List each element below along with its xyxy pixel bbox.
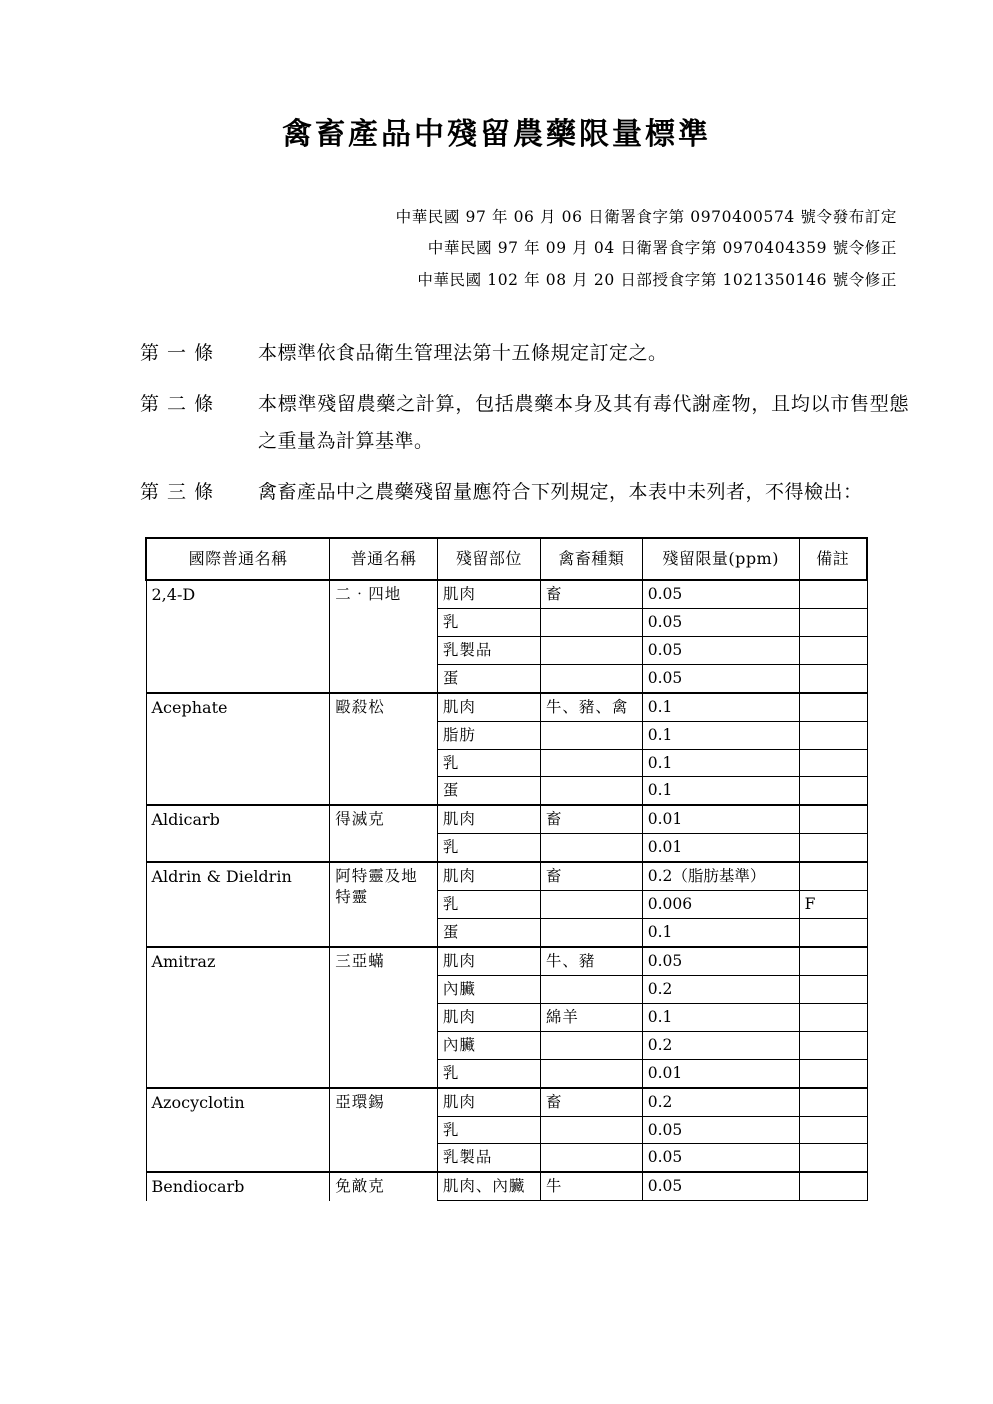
cell-residue-limit: 0.2 bbox=[642, 1031, 799, 1059]
cell-residue-limit: 0.05 bbox=[642, 1172, 799, 1201]
cell-residue-limit: 0.1 bbox=[642, 919, 799, 947]
table-row bbox=[146, 1088, 867, 1116]
cell-residue-part: 肌肉、內臟 bbox=[437, 1172, 540, 1201]
cell-livestock-type: 畜 bbox=[540, 862, 642, 890]
cell-residue-part: 乳 bbox=[437, 1059, 540, 1087]
cell-remarks bbox=[799, 975, 867, 1003]
cell-residue-limit: 0.05 bbox=[642, 608, 799, 636]
cell-livestock-type bbox=[540, 891, 642, 919]
cell-livestock-type bbox=[540, 636, 642, 664]
cell-common-name: 三亞蟎 bbox=[330, 947, 438, 1088]
column-header-residue-limit: 殘留限量(ppm) bbox=[642, 538, 799, 580]
table-row bbox=[146, 805, 867, 833]
cell-international-name: Azocyclotin bbox=[146, 1088, 330, 1173]
cell-livestock-type bbox=[540, 975, 642, 1003]
cell-residue-limit: 0.1 bbox=[642, 1003, 799, 1031]
cell-remarks bbox=[799, 1059, 867, 1087]
cell-remarks bbox=[799, 1172, 867, 1201]
cell-residue-limit: 0.1 bbox=[642, 693, 799, 721]
cell-livestock-type: 畜 bbox=[540, 805, 642, 833]
cell-residue-part: 肌肉 bbox=[437, 805, 540, 833]
cell-livestock-type bbox=[540, 608, 642, 636]
cell-livestock-type bbox=[540, 749, 642, 777]
article-body bbox=[258, 386, 909, 460]
cell-remarks bbox=[799, 721, 867, 749]
cell-remarks bbox=[799, 608, 867, 636]
cell-residue-limit: 0.1 bbox=[642, 777, 799, 805]
cell-livestock-type bbox=[540, 834, 642, 862]
table-row bbox=[146, 580, 867, 608]
column-header-livestock-type: 禽畜種類 bbox=[540, 538, 642, 580]
column-header-international-name: 國際普通名稱 bbox=[146, 538, 330, 580]
promulgation-dates bbox=[0, 202, 993, 297]
article-label: 第 三 條 bbox=[140, 480, 215, 503]
cell-international-name: Acephate bbox=[146, 693, 330, 806]
cell-livestock-type bbox=[540, 1031, 642, 1059]
cell-remarks bbox=[799, 919, 867, 947]
cell-residue-limit: 0.05 bbox=[642, 636, 799, 664]
cell-remarks bbox=[799, 580, 867, 608]
cell-residue-limit: 0.2（脂肪基準） bbox=[642, 862, 799, 890]
table-body bbox=[146, 580, 867, 1201]
article-1 bbox=[140, 335, 909, 372]
column-header-common-name: 普通名稱 bbox=[330, 538, 438, 580]
cell-remarks bbox=[799, 834, 867, 862]
mrl-table-container bbox=[0, 537, 993, 1201]
cell-residue-part: 乳 bbox=[437, 749, 540, 777]
table-row bbox=[146, 947, 867, 975]
column-header-remarks: 備註 bbox=[799, 538, 867, 580]
cell-remarks: F bbox=[799, 891, 867, 919]
cell-international-name: Aldicarb bbox=[146, 805, 330, 862]
cell-residue-limit: 0.01 bbox=[642, 805, 799, 833]
cell-remarks bbox=[799, 862, 867, 890]
cell-residue-part: 脂肪 bbox=[437, 721, 540, 749]
cell-residue-limit: 0.05 bbox=[642, 664, 799, 692]
cell-livestock-type bbox=[540, 721, 642, 749]
cell-residue-limit: 0.1 bbox=[642, 721, 799, 749]
cell-residue-limit: 0.05 bbox=[642, 1116, 799, 1144]
cell-remarks bbox=[799, 777, 867, 805]
cell-remarks bbox=[799, 636, 867, 664]
cell-residue-limit: 0.05 bbox=[642, 580, 799, 608]
table-row bbox=[146, 1172, 867, 1201]
pesticide-residue-limits-table bbox=[145, 537, 868, 1201]
cell-common-name: 二‧四地 bbox=[330, 580, 438, 693]
cell-common-name: 得滅克 bbox=[330, 805, 438, 862]
cell-livestock-type bbox=[540, 777, 642, 805]
page-title: 禽畜產品中殘留農藥限量標準 bbox=[282, 117, 711, 152]
cell-livestock-type: 畜 bbox=[540, 1088, 642, 1116]
cell-international-name: Amitraz bbox=[146, 947, 330, 1088]
promulgation-date-line: 中華民國 97 年 09 月 04 日衛署食字第 0970404359 號令修正 bbox=[427, 239, 897, 258]
cell-livestock-type bbox=[540, 1144, 642, 1172]
cell-livestock-type: 牛、豬 bbox=[540, 947, 642, 975]
cell-international-name: 2,4-D bbox=[146, 580, 330, 693]
cell-residue-part: 肌肉 bbox=[437, 580, 540, 608]
article-paragraph: 本標準殘留農藥之計算，包括農藥本身及其有毒代謝產物，且均以市售型態之重量為計算基準。 bbox=[258, 392, 909, 452]
cell-livestock-type bbox=[540, 1116, 642, 1144]
cell-residue-part: 乳製品 bbox=[437, 636, 540, 664]
article-label: 第 一 條 bbox=[140, 341, 215, 364]
cell-residue-limit: 0.006 bbox=[642, 891, 799, 919]
cell-residue-limit: 0.01 bbox=[642, 834, 799, 862]
cell-livestock-type: 畜 bbox=[540, 580, 642, 608]
article-2 bbox=[140, 386, 909, 460]
cell-residue-limit: 0.1 bbox=[642, 749, 799, 777]
article-3 bbox=[140, 474, 909, 511]
cell-remarks bbox=[799, 805, 867, 833]
cell-remarks bbox=[799, 1144, 867, 1172]
cell-residue-part: 乳 bbox=[437, 891, 540, 919]
table-header-row bbox=[146, 538, 867, 580]
column-header-residue-part: 殘留部位 bbox=[437, 538, 540, 580]
cell-residue-part: 肌肉 bbox=[437, 693, 540, 721]
article-label: 第 二 條 bbox=[140, 392, 215, 415]
cell-residue-limit: 0.05 bbox=[642, 1144, 799, 1172]
cell-common-name: 阿特靈及地特靈 bbox=[330, 862, 438, 947]
cell-livestock-type: 牛、豬、禽 bbox=[540, 693, 642, 721]
promulgation-date-line: 中華民國 102 年 08 月 20 日部授食字第 1021350146 號令修正 bbox=[417, 271, 897, 290]
cell-remarks bbox=[799, 1116, 867, 1144]
cell-livestock-type bbox=[540, 664, 642, 692]
cell-residue-limit: 0.01 bbox=[642, 1059, 799, 1087]
cell-residue-part: 蛋 bbox=[437, 777, 540, 805]
cell-residue-limit: 0.2 bbox=[642, 1088, 799, 1116]
cell-remarks bbox=[799, 947, 867, 975]
promulgation-date-line: 中華民國 97 年 06 月 06 日衛署食字第 0970400574 號令發布訂定 bbox=[395, 207, 897, 226]
cell-common-name: 亞環錫 bbox=[330, 1088, 438, 1173]
article-paragraph: 禽畜產品中之農藥殘留量應符合下列規定，本表中未列者，不得檢出： bbox=[258, 480, 863, 503]
cell-livestock-type: 牛 bbox=[540, 1172, 642, 1201]
article-paragraph: 本標準依食品衛生管理法第十五條規定訂定之。 bbox=[258, 341, 668, 364]
cell-remarks bbox=[799, 749, 867, 777]
cell-residue-limit: 0.2 bbox=[642, 975, 799, 1003]
table-row bbox=[146, 862, 867, 890]
cell-livestock-type bbox=[540, 1059, 642, 1087]
cell-residue-part: 肌肉 bbox=[437, 862, 540, 890]
cell-remarks bbox=[799, 664, 867, 692]
cell-residue-part: 乳 bbox=[437, 834, 540, 862]
cell-residue-part: 內臟 bbox=[437, 975, 540, 1003]
cell-remarks bbox=[799, 1088, 867, 1116]
cell-common-name: 毆殺松 bbox=[330, 693, 438, 806]
table-row bbox=[146, 693, 867, 721]
article-body bbox=[258, 474, 909, 511]
cell-residue-part: 乳 bbox=[437, 608, 540, 636]
cell-common-name: 免敵克 bbox=[330, 1172, 438, 1201]
cell-remarks bbox=[799, 1031, 867, 1059]
article-body bbox=[258, 335, 909, 372]
cell-residue-part: 蛋 bbox=[437, 919, 540, 947]
cell-remarks bbox=[799, 1003, 867, 1031]
cell-residue-part: 肌肉 bbox=[437, 1003, 540, 1031]
table-header bbox=[146, 538, 867, 580]
articles-section bbox=[0, 335, 993, 511]
cell-residue-part: 乳製品 bbox=[437, 1144, 540, 1172]
cell-livestock-type: 綿羊 bbox=[540, 1003, 642, 1031]
cell-international-name: Bendiocarb bbox=[146, 1172, 330, 1201]
cell-livestock-type bbox=[540, 919, 642, 947]
cell-international-name: Aldrin & Dieldrin bbox=[146, 862, 330, 947]
cell-residue-limit: 0.05 bbox=[642, 947, 799, 975]
cell-residue-part: 肌肉 bbox=[437, 947, 540, 975]
cell-residue-part: 蛋 bbox=[437, 664, 540, 692]
cell-residue-part: 肌肉 bbox=[437, 1088, 540, 1116]
cell-remarks bbox=[799, 693, 867, 721]
cell-residue-part: 內臟 bbox=[437, 1031, 540, 1059]
cell-residue-part: 乳 bbox=[437, 1116, 540, 1144]
